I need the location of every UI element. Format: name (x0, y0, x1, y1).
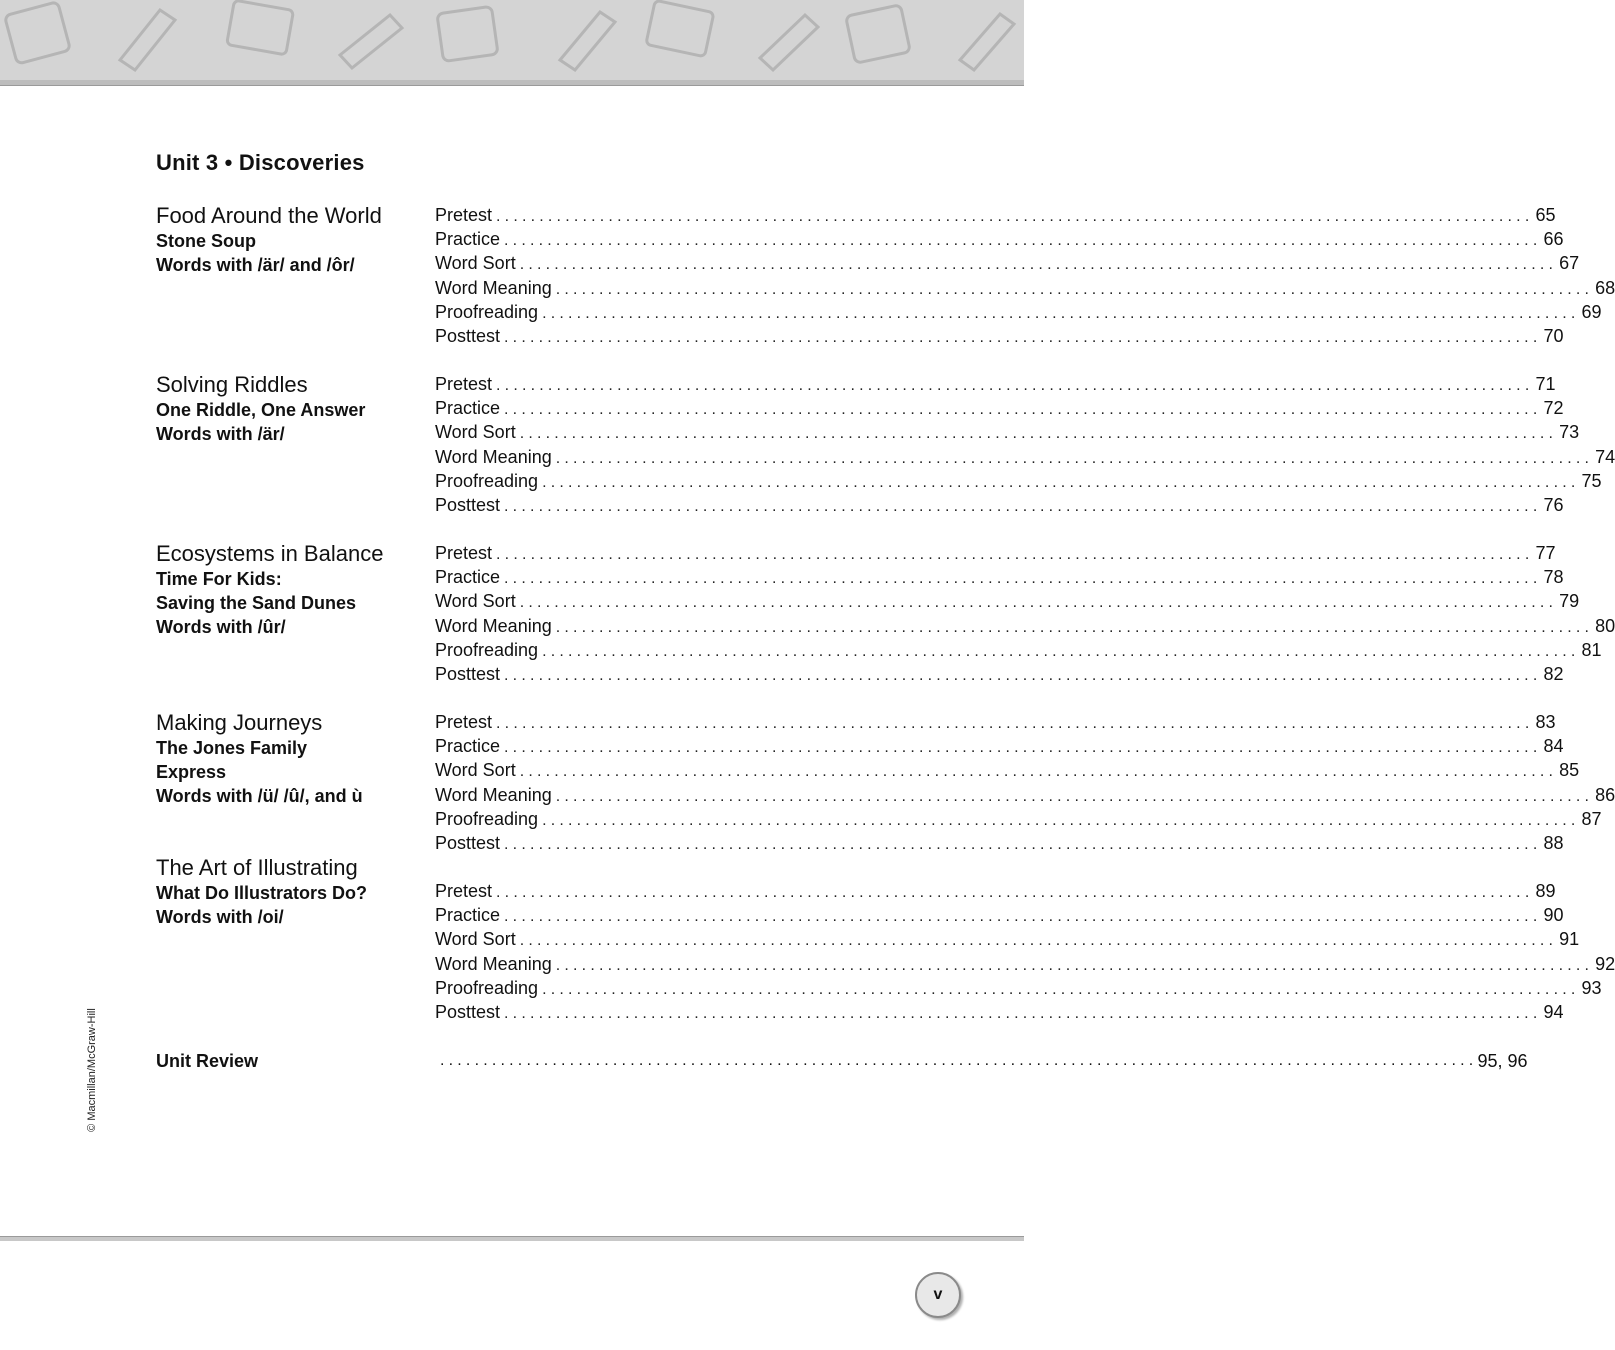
entry-page: 86 (1595, 784, 1615, 805)
section-heading (156, 541, 426, 640)
entry-page: 87 (1581, 808, 1602, 829)
entry-label: Pretest (435, 881, 493, 901)
entry-page: 91 (1559, 929, 1580, 950)
dot-leader: ........................................................................................................................ (504, 908, 1542, 926)
dot-leader: ........................................................................................................................ (555, 449, 1594, 467)
entry-page: 84 (1543, 736, 1564, 757)
toc-entry (435, 276, 1615, 300)
header-rule (0, 80, 1024, 86)
section-subtitle: Stone Soup (156, 231, 256, 251)
section-subtitle: Words with /ûr/ (156, 617, 286, 638)
entry-label: Posttest (435, 1001, 501, 1022)
dot-leader: ........................................................................................................................ (504, 666, 1542, 684)
toc-entry (435, 831, 1564, 855)
entry-label: Word Sort (435, 760, 516, 781)
entry-label: Proofreading (435, 470, 539, 491)
toc-entry (435, 927, 1580, 951)
section-heading (156, 372, 426, 446)
entry-page: 77 (1535, 543, 1556, 563)
entry-label: Word Meaning (435, 784, 552, 805)
toc-entry (435, 469, 1602, 493)
entry-label: Pretest (435, 712, 493, 732)
dot-leader: ........................................................................................................................ (504, 1004, 1542, 1022)
entry-label: Pretest (435, 205, 493, 225)
section-subtitle: The Jones Family (156, 738, 308, 758)
dot-leader: ........................................................................................................................ (504, 232, 1542, 250)
entry-page: 92 (1595, 953, 1615, 974)
entry-label: Practice (435, 398, 501, 419)
entry-page: 76 (1543, 494, 1564, 515)
dot-leader: ........................................................................................................................ (504, 570, 1542, 588)
entry-label: Practice (435, 905, 501, 926)
section-entries (435, 879, 1615, 1024)
school-supplies-pattern-icon (0, 0, 1024, 80)
section-subtitle: Words with /oi/ (156, 907, 284, 928)
toc-entry (435, 783, 1615, 807)
entry-page: 78 (1543, 567, 1564, 588)
unit-review-row (156, 1048, 1528, 1074)
entry-label: Word Sort (435, 422, 516, 443)
entry-page: 82 (1543, 663, 1564, 684)
entry-page: 93 (1581, 977, 1602, 998)
dot-leader: ........................................................................................................................ (555, 787, 1594, 805)
toc-entry (435, 734, 1564, 758)
dot-leader: ........................................................................................................................ (504, 328, 1542, 346)
section-subtitle: One Riddle, One Answer (156, 400, 366, 420)
toc-entry (435, 710, 1556, 734)
entry-label: Proofreading (435, 301, 539, 322)
section-subtitle: Express (156, 762, 227, 783)
toc-entry (435, 952, 1615, 976)
copyright-notice: © Macmillan/McGraw-Hill (86, 1008, 98, 1132)
entry-label: Word Meaning (435, 277, 552, 298)
page-number-badge: v (915, 1272, 961, 1318)
toc-entry (435, 251, 1580, 275)
dot-leader: ........................................................................................................................ (496, 715, 1534, 732)
dot-leader: ........................................................................................................................ (519, 763, 1558, 781)
footer-rule (0, 1236, 1024, 1241)
toc-entry (435, 445, 1615, 469)
section-subtitle: Saving the Sand Dunes (156, 593, 357, 614)
dot-leader: ........................................................................................................................ (555, 280, 1594, 298)
section-entries (435, 710, 1615, 855)
toc-entry (435, 807, 1602, 831)
dot-leader: ........................................................................................................................ (542, 642, 1580, 660)
entry-label: Posttest (435, 663, 501, 684)
entry-page: 65 (1535, 205, 1556, 225)
unit-review-pages: 95, 96 (1477, 1051, 1528, 1071)
dot-leader: ........................................................................................................................ (519, 425, 1558, 443)
entry-page: 80 (1595, 615, 1615, 636)
entry-label: Posttest (435, 494, 501, 515)
entry-page: 70 (1543, 325, 1564, 346)
section-title: Food Around the World (156, 203, 382, 228)
toc-entry (435, 879, 1556, 903)
entry-page: 68 (1595, 277, 1615, 298)
entry-label: Proofreading (435, 808, 539, 829)
toc-entry (435, 903, 1564, 927)
entry-label: Pretest (435, 543, 493, 563)
entry-label: Proofreading (435, 977, 539, 998)
dot-leader: ........................................................................................................................ (542, 304, 1580, 322)
dot-leader: ........................................................................................................................ (542, 980, 1580, 998)
entry-page: 83 (1535, 712, 1556, 732)
entry-label: Word Meaning (435, 953, 552, 974)
section-entries (435, 372, 1615, 517)
dot-leader: ........................................................................................................................ (440, 1052, 1478, 1069)
entry-page: 67 (1559, 253, 1580, 274)
dot-leader: ........................................................................................................................ (555, 956, 1594, 974)
section-heading (156, 855, 426, 929)
toc-entry (435, 300, 1602, 324)
section-heading (156, 710, 426, 809)
entry-label: Posttest (435, 325, 501, 346)
toc-section (156, 203, 1615, 373)
dot-leader: ........................................................................................................................ (496, 546, 1534, 563)
unit-title: Unit 3 • Discoveries (156, 150, 365, 175)
toc-section (156, 372, 1615, 542)
dot-leader: ........................................................................................................................ (504, 401, 1542, 419)
toc-entry (435, 203, 1556, 227)
toc-entry (435, 662, 1564, 686)
entry-label: Practice (435, 229, 501, 250)
section-entries (435, 203, 1615, 348)
section-title: Solving Riddles (156, 372, 308, 397)
toc-section (156, 855, 1615, 1025)
entry-page: 75 (1581, 470, 1602, 491)
entry-page: 74 (1595, 446, 1615, 467)
dot-leader: ........................................................................................................................ (519, 932, 1558, 950)
dot-leader: ........................................................................................................................ (504, 835, 1542, 853)
toc-entry (435, 589, 1580, 613)
entry-page: 66 (1543, 229, 1564, 250)
toc-entry (435, 396, 1564, 420)
entry-page: 85 (1559, 760, 1580, 781)
section-title: Ecosystems in Balance (156, 541, 384, 566)
dot-leader: ........................................................................................................................ (496, 377, 1534, 394)
entry-label: Word Sort (435, 591, 516, 612)
section-subtitle: Words with /är/ (156, 424, 285, 445)
section-subtitle: Words with /är/ and /ôr/ (156, 255, 355, 276)
dot-leader: ........................................................................................................................ (496, 208, 1534, 225)
section-entries (435, 541, 1615, 686)
entry-label: Proofreading (435, 639, 539, 660)
dot-leader: ........................................................................................................................ (519, 594, 1558, 612)
toc-entry (435, 227, 1564, 251)
toc-entry (435, 372, 1556, 396)
entry-page: 94 (1543, 1001, 1564, 1022)
section-subtitle: Words with /ü/ /û/, and ù (156, 786, 363, 807)
entry-label: Practice (435, 736, 501, 757)
toc-entry (435, 1000, 1564, 1024)
entry-label: Pretest (435, 374, 493, 394)
entry-label: Word Sort (435, 253, 516, 274)
dot-leader: ........................................................................................................................ (504, 739, 1542, 757)
entry-label: Word Meaning (435, 615, 552, 636)
section-title: The Art of Illustrating (156, 855, 358, 880)
toc-entry (435, 541, 1556, 565)
toc-entry (435, 493, 1564, 517)
dot-leader: ........................................................................................................................ (519, 256, 1558, 274)
section-subtitle: Time For Kids: (156, 569, 282, 589)
dot-leader: ........................................................................................................................ (555, 618, 1594, 636)
section-heading (156, 203, 426, 277)
entry-page: 90 (1543, 905, 1564, 926)
section-title: Making Journeys (156, 710, 323, 735)
toc-entry (435, 324, 1564, 348)
entry-label: Word Meaning (435, 446, 552, 467)
entry-page: 81 (1581, 639, 1602, 660)
entry-label: Posttest (435, 832, 501, 853)
toc-section (156, 541, 1615, 711)
toc-entry (435, 976, 1602, 1000)
unit-review-label: Unit Review (156, 1051, 259, 1071)
entry-page: 73 (1559, 422, 1580, 443)
entry-label: Practice (435, 567, 501, 588)
entry-page: 71 (1535, 374, 1556, 394)
toc-entry (435, 638, 1602, 662)
toc-entry (435, 420, 1580, 444)
entry-page: 79 (1559, 591, 1580, 612)
entry-page: 88 (1543, 832, 1564, 853)
section-subtitle: What Do Illustrators Do? (156, 883, 367, 903)
header-banner (0, 0, 1024, 80)
toc-entry (435, 614, 1615, 638)
entry-page: 69 (1581, 301, 1602, 322)
entry-page: 72 (1543, 398, 1564, 419)
toc-entry (435, 758, 1580, 782)
dot-leader: ........................................................................................................................ (504, 497, 1542, 515)
dot-leader: ........................................................................................................................ (542, 473, 1580, 491)
toc-entry (435, 565, 1564, 589)
entry-label: Word Sort (435, 929, 516, 950)
dot-leader: ........................................................................................................................ (542, 811, 1580, 829)
entry-page: 89 (1535, 881, 1556, 901)
dot-leader: ........................................................................................................................ (496, 884, 1534, 901)
